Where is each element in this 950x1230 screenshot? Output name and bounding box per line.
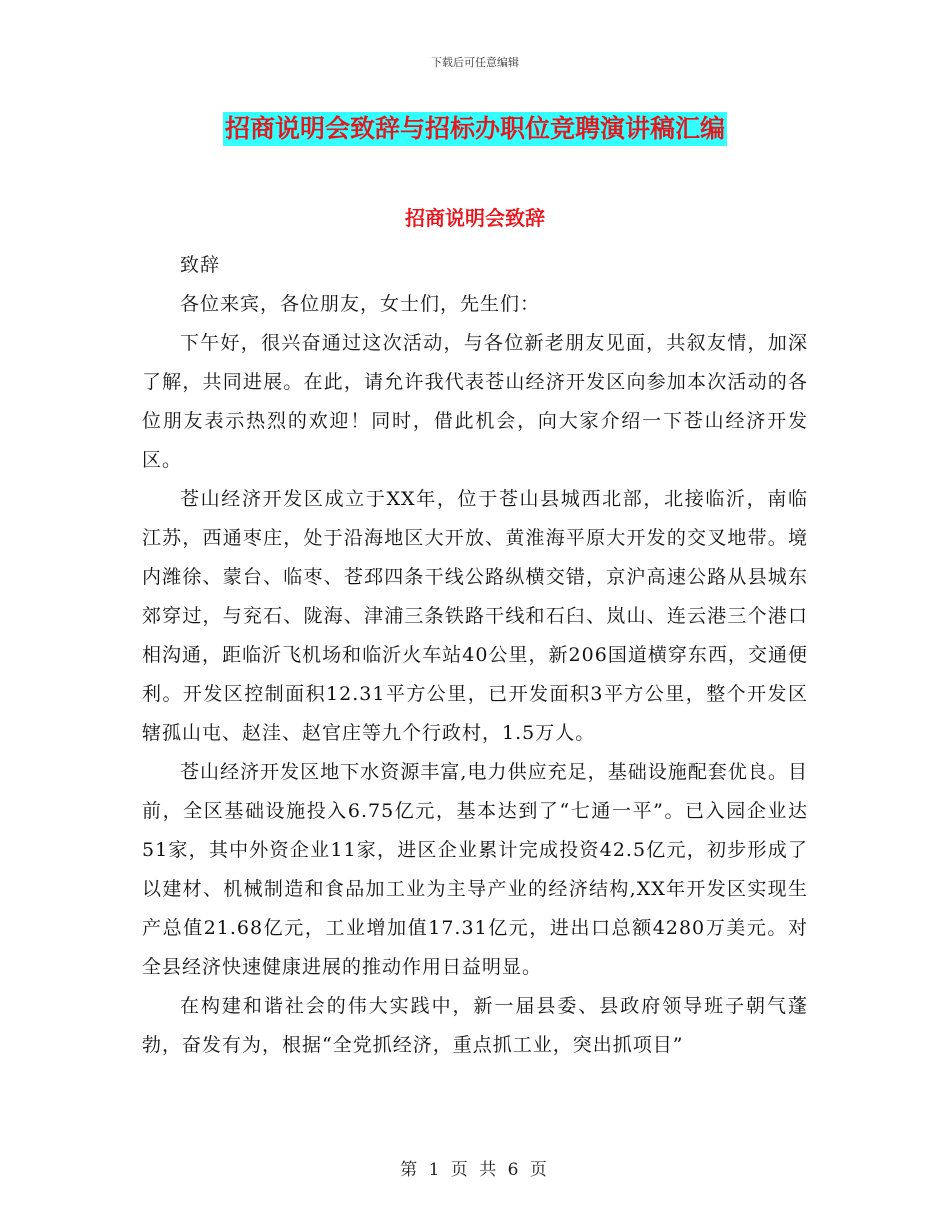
paragraph: 苍山经济开发区地下水资源丰富,电力供应充足，基础设施配套优良。目前，全区基础设施投入6.75亿元，基本达到了“七通一平”。已入园企业达51家，其中外资企业11家，进区企业累计完成投资42.5亿元，初步形成了以建材、机械制造和食品加工业为主导产业的经济结构,XX年开发区实现生产总值21.68亿元，工业增加值17.31亿元，进出口总额4280万美元。对全县经济快速健康进展的推动作用日益明显。 (142, 761, 808, 978)
section-title: 招商说明会致辞 (405, 206, 545, 230)
paragraph: 各位来宾，各位朋友，女士们，先生们： (180, 293, 541, 315)
document-title: 招商说明会致辞与招标办职位竞聘演讲稿汇编 (223, 112, 727, 146)
page-number-footer: 第 1 页 共 6 页 (400, 1160, 550, 1180)
paragraph: 下午好，很兴奋通过这次活动，与各位新老朋友见面，共叙友情，加深了解，共同进展。在此，请允许我代表苍山经济开发区向参加本次活动的各位朋友表示热烈的欢迎！同时，借此机会，向大家介绍一下苍山经济开发区。 (142, 332, 808, 471)
paragraph: 致辞 (180, 254, 221, 276)
paragraph: 在构建和谐社会的伟大实践中，新一届县委、县政府领导班子朝气蓬勃，奋发有为，根据“全党抓经济，重点抓工业，突出抓项目” (142, 995, 808, 1056)
paragraph: 苍山经济开发区成立于XX年，位于苍山县城西北部，北接临沂，南临江苏，西通枣庄，处于沿海地区大开放、黄淮海平原大开发的交叉地带。境内潍徐、蒙台、临枣、苍邳四条干线公路纵横交错，京沪高速公路从县城东郊穿过，与兖石、陇海、津浦三条铁路干线和石臼、岚山、连云港三个港口相沟通，距临沂飞机场和临沂火车站40公里，新206国道横穿东西，交通便利。开发区控制面积12.31平方公里，已开发面积3平方公里，整个开发区辖孤山屯、赵洼、赵官庄等九个行政村，1.5万人。 (142, 488, 808, 744)
document-title-container (0, 112, 950, 146)
document-body (142, 246, 808, 1065)
page-header-note: 下载后可任意编辑 (431, 56, 519, 69)
